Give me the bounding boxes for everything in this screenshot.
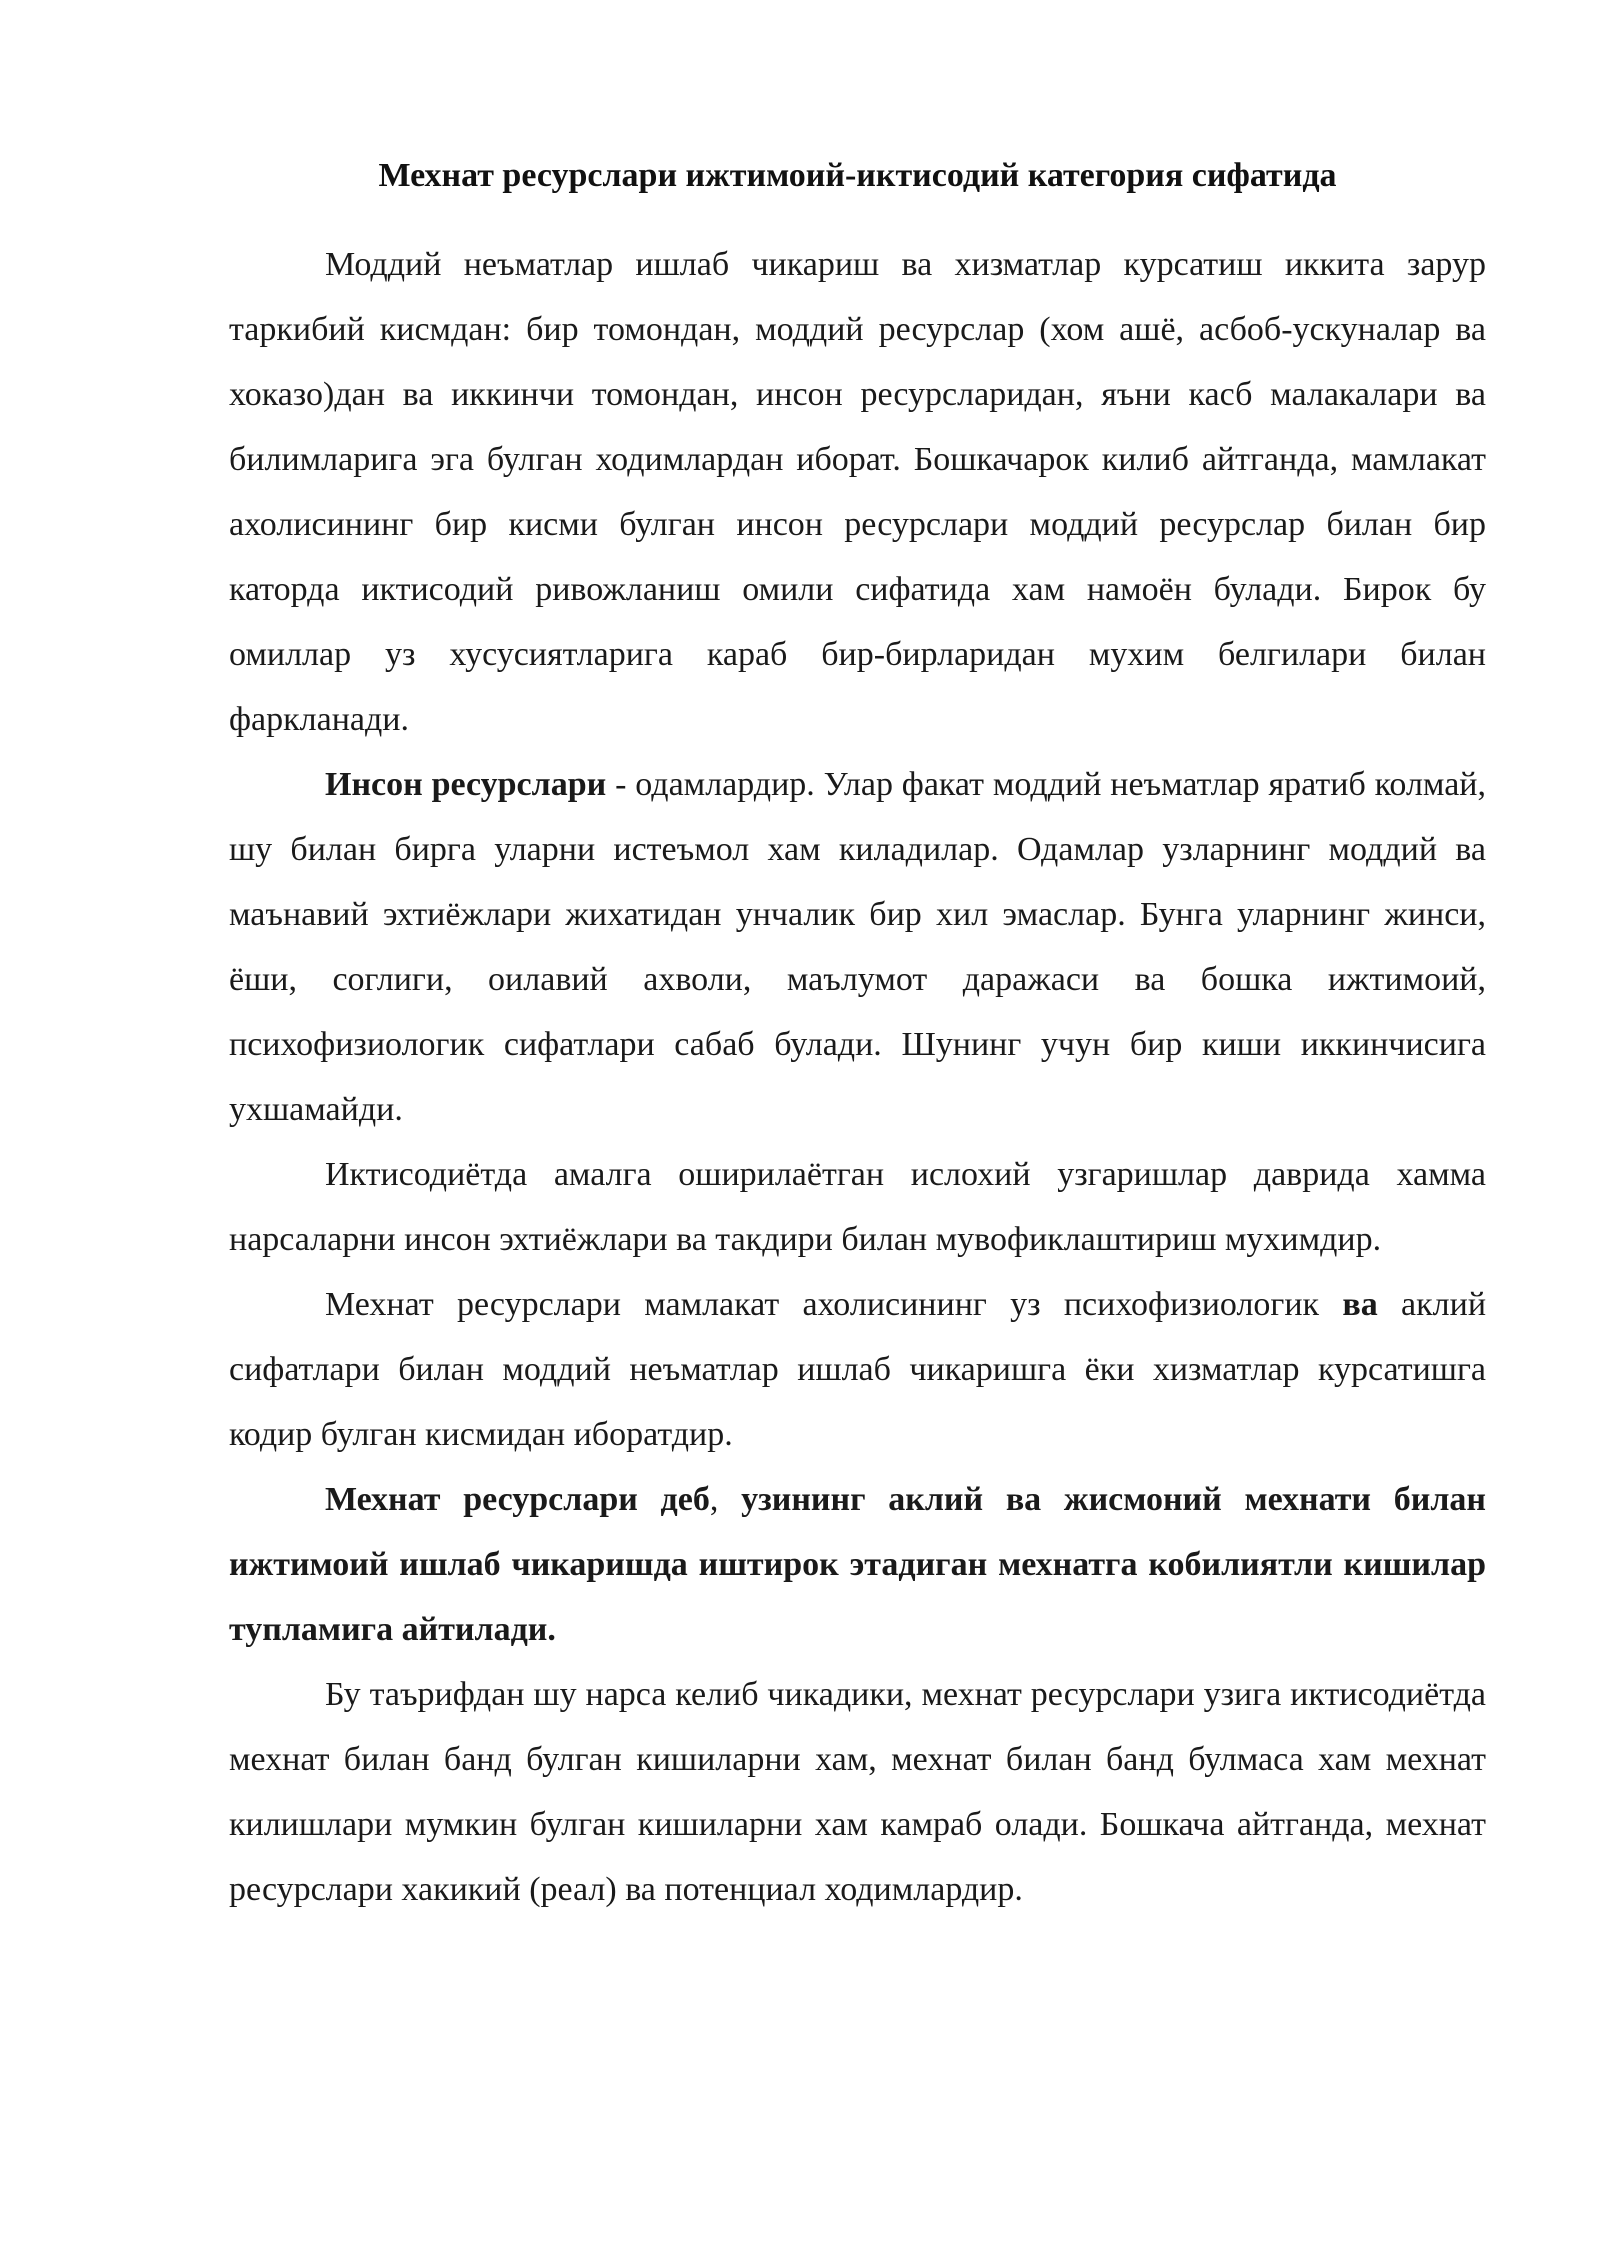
- paragraph-4-bold-word: ва: [1342, 1286, 1378, 1323]
- paragraph-4: [229, 1272, 1486, 1467]
- definition-paragraph: [229, 1467, 1486, 1662]
- paragraph-6: Бу таърифдан шу нарса келиб чикадики, мехнат ресурслари узига иктисодиётда мехнат билан банд булган кишиларни хам, мехнат билан банд булмаса хам мехнат килишлари мумкин булган кишиларни хам камраб олади. Бошкача айтганда, мехнат ресурслари хакикий (реал) ва потенциал ходимлардир.: [229, 1676, 1486, 1908]
- paragraph-4-text-b: аклий сифатлари билан моддий неъматлар ишлаб чикаришга ёки хизматлар курсатишга кодир булган кисмидан иборатдир.: [229, 1286, 1487, 1453]
- paragraph-3: Иктисодиётда амалга оширилаётган ислохий узгаришлар даврида хамма нарсаларни инсон эхтиёжлари ва такдири билан мувофиклаштириш мухимдир.: [229, 1156, 1486, 1258]
- paragraph-1: Моддий неъматлар ишлаб чикариш ва хизматлар курсатиш иккита зарур таркибий кисмдан: бир томондан, моддий ресурслар (хом ашё, асбоб-ускуналар ва хоказо)дан ва иккинчи томондан, инсон ресурсларидан, яъни касб малакалари ва билимларига эга булган ходимлардан иборат. Бошкачарок килиб айтганда, мамлакат ахолисининг бир кисми булган инсон ресурслари моддий ресурслар билан бир каторда иктисодий ривожланиш омили сифатида хам намоён булади. Бирок бу омиллар уз хусусиятларига караб бир-бирларидан мухим белгилари билан фаркланади.: [229, 246, 1486, 738]
- definition-term: Мехнат ресурслари деб: [325, 1481, 710, 1518]
- document-title: Мехнат ресурслари ижтимоий-иктисодий категория сифатида: [378, 157, 1337, 194]
- paragraph-2: [229, 752, 1486, 1142]
- term-human-resources: Инсон ресурслари: [325, 766, 607, 803]
- paragraph-2-text: - одамлардир. Улар факат моддий неъматлар яратиб колмай, шу билан бирга уларни истеъмол хам киладилар. Одамлар узларнинг моддий ва маънавий эхтиёжлари жихатидан унчалик бир хил эмаслар. Бунга уларнинг жинси, ёши, соглиги, оилавий ахволи, маълумот даражаси ва бошка ижтимоий, психофизиологик сифатлари сабаб булади. Шунинг учун бир киши иккинчисига ухшамайди.: [229, 766, 1486, 1128]
- definition-comma: ,: [709, 1481, 719, 1518]
- paragraph-4-text-a: Мехнат ресурслари мамлакат ахолисининг уз психофизиологик: [325, 1286, 1343, 1323]
- definition-text: узининг аклий ва жисмоний мехнати билан ижтимоий ишлаб чикаришда иштирок этадиган мехнатга кобилиятли кишилар тупламига айтилади.: [229, 1481, 1486, 1648]
- document-body: [229, 146, 1486, 1922]
